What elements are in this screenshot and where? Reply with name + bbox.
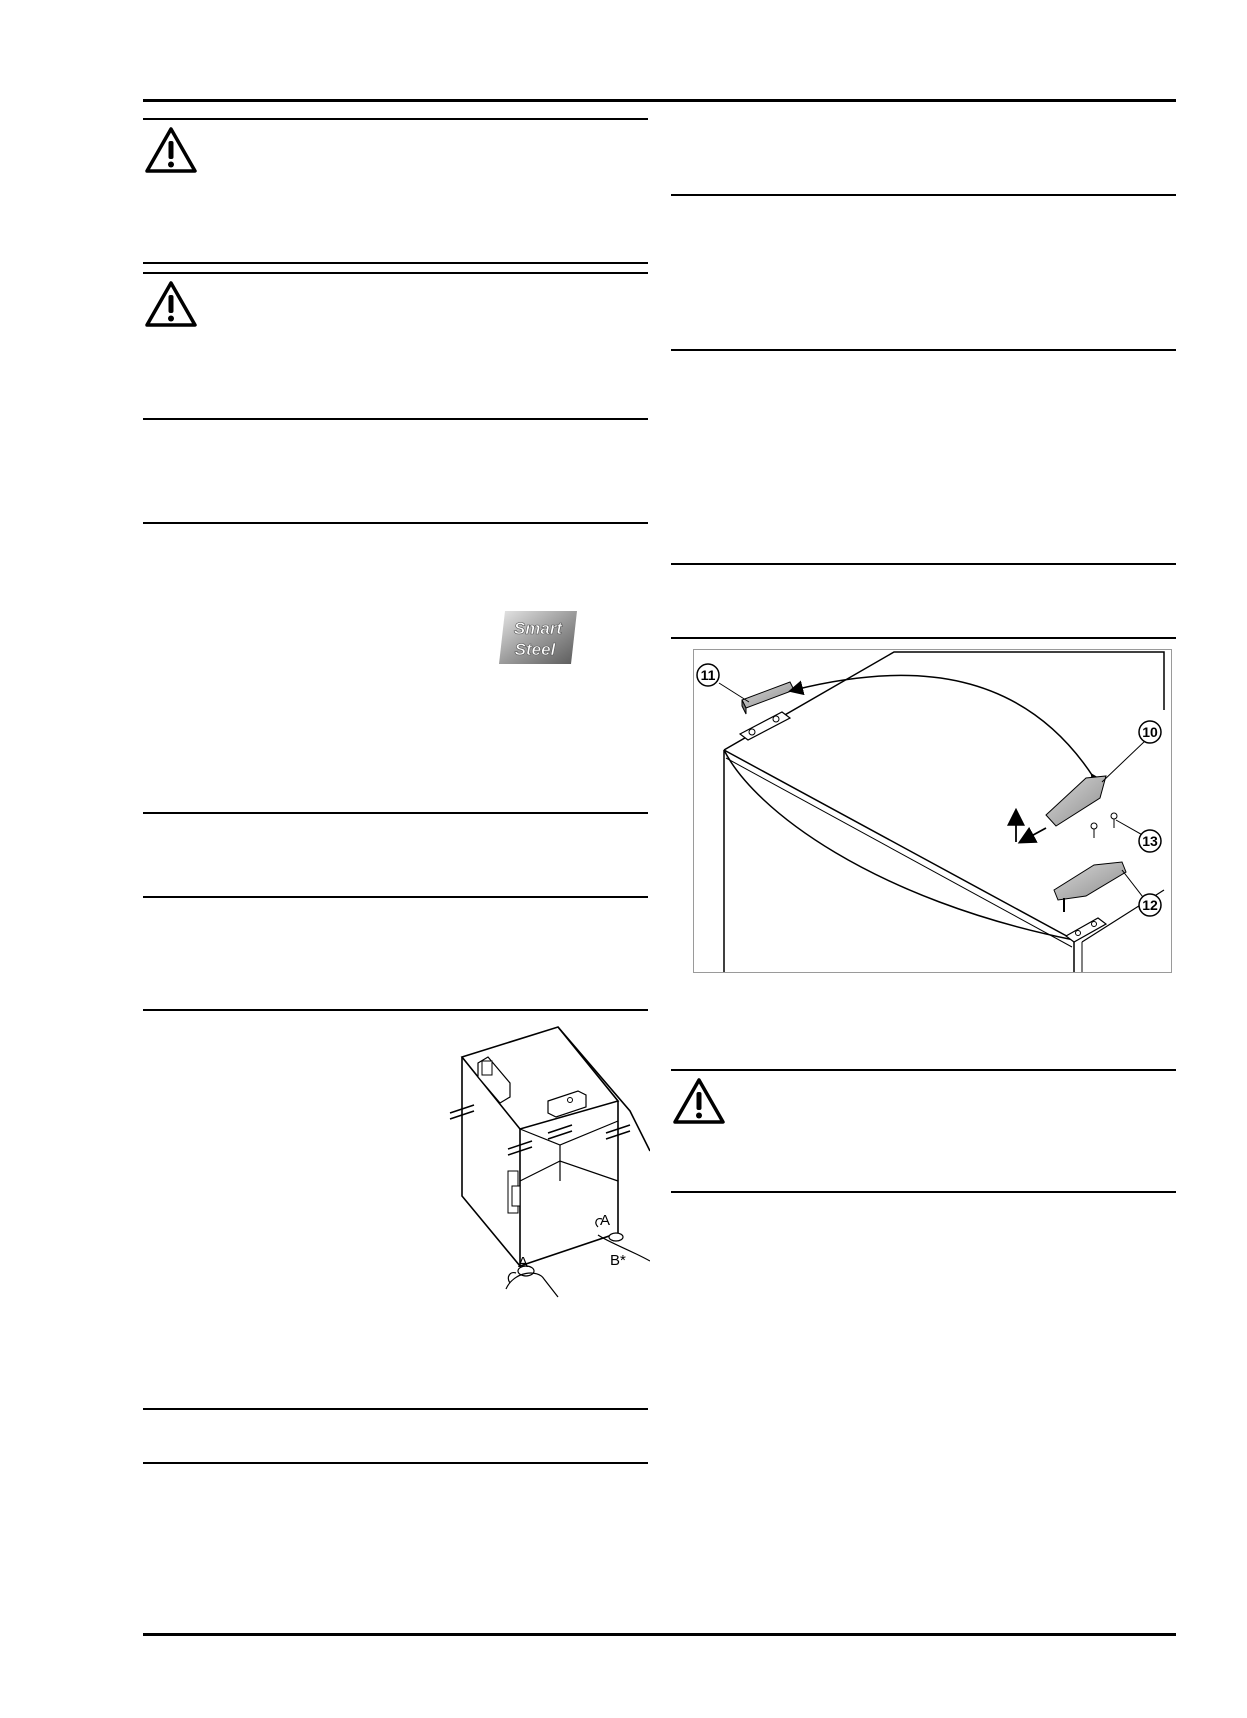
warning-icon: [144, 280, 198, 328]
svg-text:10: 10: [1142, 724, 1158, 740]
callout-12: [1139, 894, 1161, 916]
smart-steel-logo: [497, 609, 579, 666]
page-top-rule: [143, 99, 1176, 102]
hinge-diagram: [693, 649, 1172, 973]
label-a-right: A: [600, 1212, 611, 1229]
callout-11: [697, 664, 719, 686]
screws: [1091, 813, 1117, 838]
left-rule-9: [143, 1462, 648, 1464]
right-rule-3: [671, 563, 1176, 565]
logo-line-1: Smart: [513, 619, 563, 638]
callout-13: [1139, 830, 1161, 852]
right-rule-5: [671, 1069, 1176, 1071]
right-rule-2: [671, 349, 1176, 351]
left-rule-7: [143, 1009, 648, 1011]
cabinet-diagram: [448, 1021, 650, 1307]
right-rule-6: [671, 1191, 1176, 1193]
top-left-hinge-plate: [740, 712, 790, 740]
callout-10: [1139, 721, 1161, 743]
label-a-left: A: [518, 1254, 529, 1271]
right-rule-1: [671, 194, 1176, 196]
warning-icon: [672, 1077, 726, 1125]
left-rule-1: [143, 118, 648, 120]
left-rule-5: [143, 812, 648, 814]
left-rule-6: [143, 896, 648, 898]
logo-line-2: Steel: [514, 640, 556, 659]
svg-text:11: 11: [700, 667, 716, 683]
warning-icon: [144, 126, 198, 174]
right-rule-4: [671, 637, 1176, 639]
svg-text:13: 13: [1142, 833, 1158, 849]
left-rule-2a: [143, 262, 648, 264]
left-rule-8: [143, 1408, 648, 1410]
label-b: B*: [610, 1252, 626, 1269]
svg-text:12: 12: [1142, 897, 1158, 913]
page-bottom-rule: [143, 1633, 1176, 1636]
left-rule-3: [143, 418, 648, 420]
left-rule-2b: [143, 272, 648, 274]
left-rule-4: [143, 522, 648, 524]
